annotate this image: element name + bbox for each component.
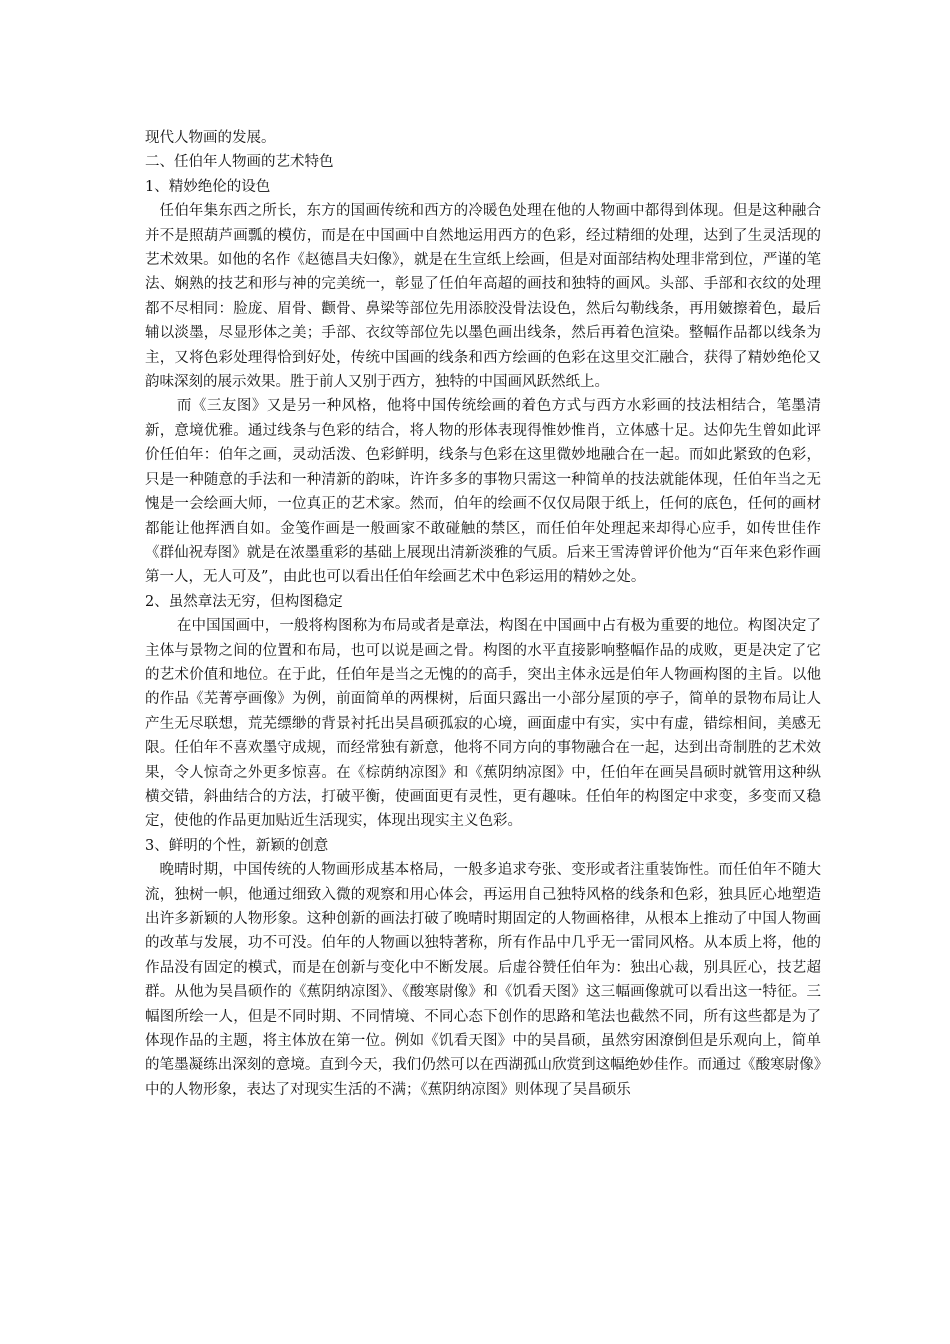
document-page [145,126,821,1102]
section-title: 二、任伯年人物画的艺术特色 [145,154,334,171]
paragraph-1-1: 任伯年集东西之所长，东方的国画传统和西方的冷暖色处理在他的人物画中都得到体现。但是这种融合并不是照葫芦画瓢的模仿，而是在中国画中自然地运用西方的色彩，经过精细的处理，达到了生灵活现的艺术效果。如他的名作《赵德昌夫妇像》，就是在生宣纸上绘画，但是对面部结构处理非常到位，严谨的笔法、娴熟的技艺和形与神的完美统一，彰显了任伯年高超的画技和独特的画风。头部、手部和衣纹的处理都不尽相同：脸庞、眉骨、颧骨、鼻梁等部位先用添胶没骨法设色，然后勾勒线条，再用皴擦着色，最后辅以淡墨，尽显形体之美；手部、衣纹等部位先以墨色画出线条，然后再着色渲染。整幅作品都以线条为主，又将色彩处理得恰到好处，传统中国画的线条和西方绘画的色彩在这里交汇融合，获得了精妙绝伦又韵味深刻的展示效果。胜于前人又别于西方，独特的中国画风跃然纸上。 [145,203,821,391]
subsection-title-2: 2、虽然章法无穷，但构图稳定 [145,593,343,610]
paragraph-2-1: 在中国国画中，一般将构图称为布局或者是章法，构图在中国画中占有极为重要的地位。构图决定了主体与景物之间的位置和布局，也可以说是画之骨。构图的水平直接影响整幅作品的成败，更是决定了它的艺术价值和地位。在于此，任伯年是当之无愧的的高手，突出主体永远是伯年人物画构图的主旨。以他的作品《芜菁亭画像》为例，前面简单的两棵树，后面只露出一小部分屋顶的亭子，简单的景物布局让人产生无尽联想，荒芜缥缈的背景衬托出吴昌硕孤寂的心境，画面虚中有实，实中有虚，错综相间，美感无限。任伯年不喜欢墨守成规，而经常独有新意，他将不同方向的事物融合在一起，达到出奇制胜的艺术效果，令人惊奇之外更多惊喜。在《棕荫纳凉图》和《蕉阴纳凉图》中，任伯年在画吴昌硕时就管用这种纵横交错，斜曲结合的方法，打破平衡，使画面更有灵性，更有趣味。任伯年的构图定中求变，多变而又稳定，使他的作品更加贴近生活现实，体现出现实主义色彩。 [145,618,821,830]
paragraph-1-2: 而《三友图》又是另一种风格，他将中国传统绘画的着色方式与西方水彩画的技法相结合，笔墨清新，意境优雅。通过线条与色彩的结合，将人物的形体表现得惟妙惟肖，立体感十足。达仰先生曾如此评价任伯年：伯年之画，灵动活泼、色彩鲜明，线条与色彩在这里微妙地融合在一起。而如此紧致的色彩，只是一种随意的手法和一种清新的韵味，许许多多的事物只需这一种简单的技法就能体现，任伯年当之无愧是一会绘画大师，一位真正的艺术家。然而，伯年的绘画不仅仅局限于纸上，任何的底色，任何的画材都能让他挥洒自如。金笺作画是一般画家不敢碰触的禁区，而任伯年处理起来却得心应手，如传世佳作《群仙祝寿图》就是在浓墨重彩的基础上展现出清新淡雅的气质。后来王雪涛曾评价他为“百年来色彩作画第一人，无人可及”，由此也可以看出任伯年绘画艺术中色彩运用的精妙之处。 [145,398,821,586]
intro-line: 现代人物画的发展。 [145,130,276,146]
paragraph-3-1: 晚晴时期，中国传统的人物画形成基本格局，一般多追求夸张、变形或者注重装饰性。而任伯年不随大流，独树一帜，他通过细致入微的观察和用心体会，再运用自己独特风格的线条和色彩，独具匠心地塑造出许多新颖的人物形象。这种创新的画法打破了晚晴时期固定的人物画格律，从根本上推动了中国人物画的改革与发展，功不可没。伯年的人物画以独特著称，所有作品中几乎无一雷同风格。从本质上将，他的作品没有固定的模式，而是在创新与变化中不断发展。后虚谷赞任伯年为：独出心裁，别具匠心，技艺超群。从他为吴昌硕作的《蕉阴纳凉图》、《酸寒尉像》和《饥看天图》这三幅画像就可以看出这一特征。三幅图所绘一人，但是不同时期、不同情境、不同心态下创作的思路和笔法也截然不同，所有这些都是为了体现作品的主题，将主体放在第一位。例如《饥看天图》中的吴昌硕，虽然穷困潦倒但是乐观向上，简单的笔墨凝练出深刻的意境。直到今天，我们仍然可以在西湖孤山欣赏到这幅绝妙佳作。而通过《酸寒尉像》中的人物形象，表达了对现实生活的不满；《蕉阴纳凉图》则体现了吴昌硕乐 [145,862,821,1098]
subsection-title-3: 3、鲜明的个性，新颖的创意 [145,837,329,854]
subsection-title-1: 1、精妙绝伦的设色 [145,178,271,195]
